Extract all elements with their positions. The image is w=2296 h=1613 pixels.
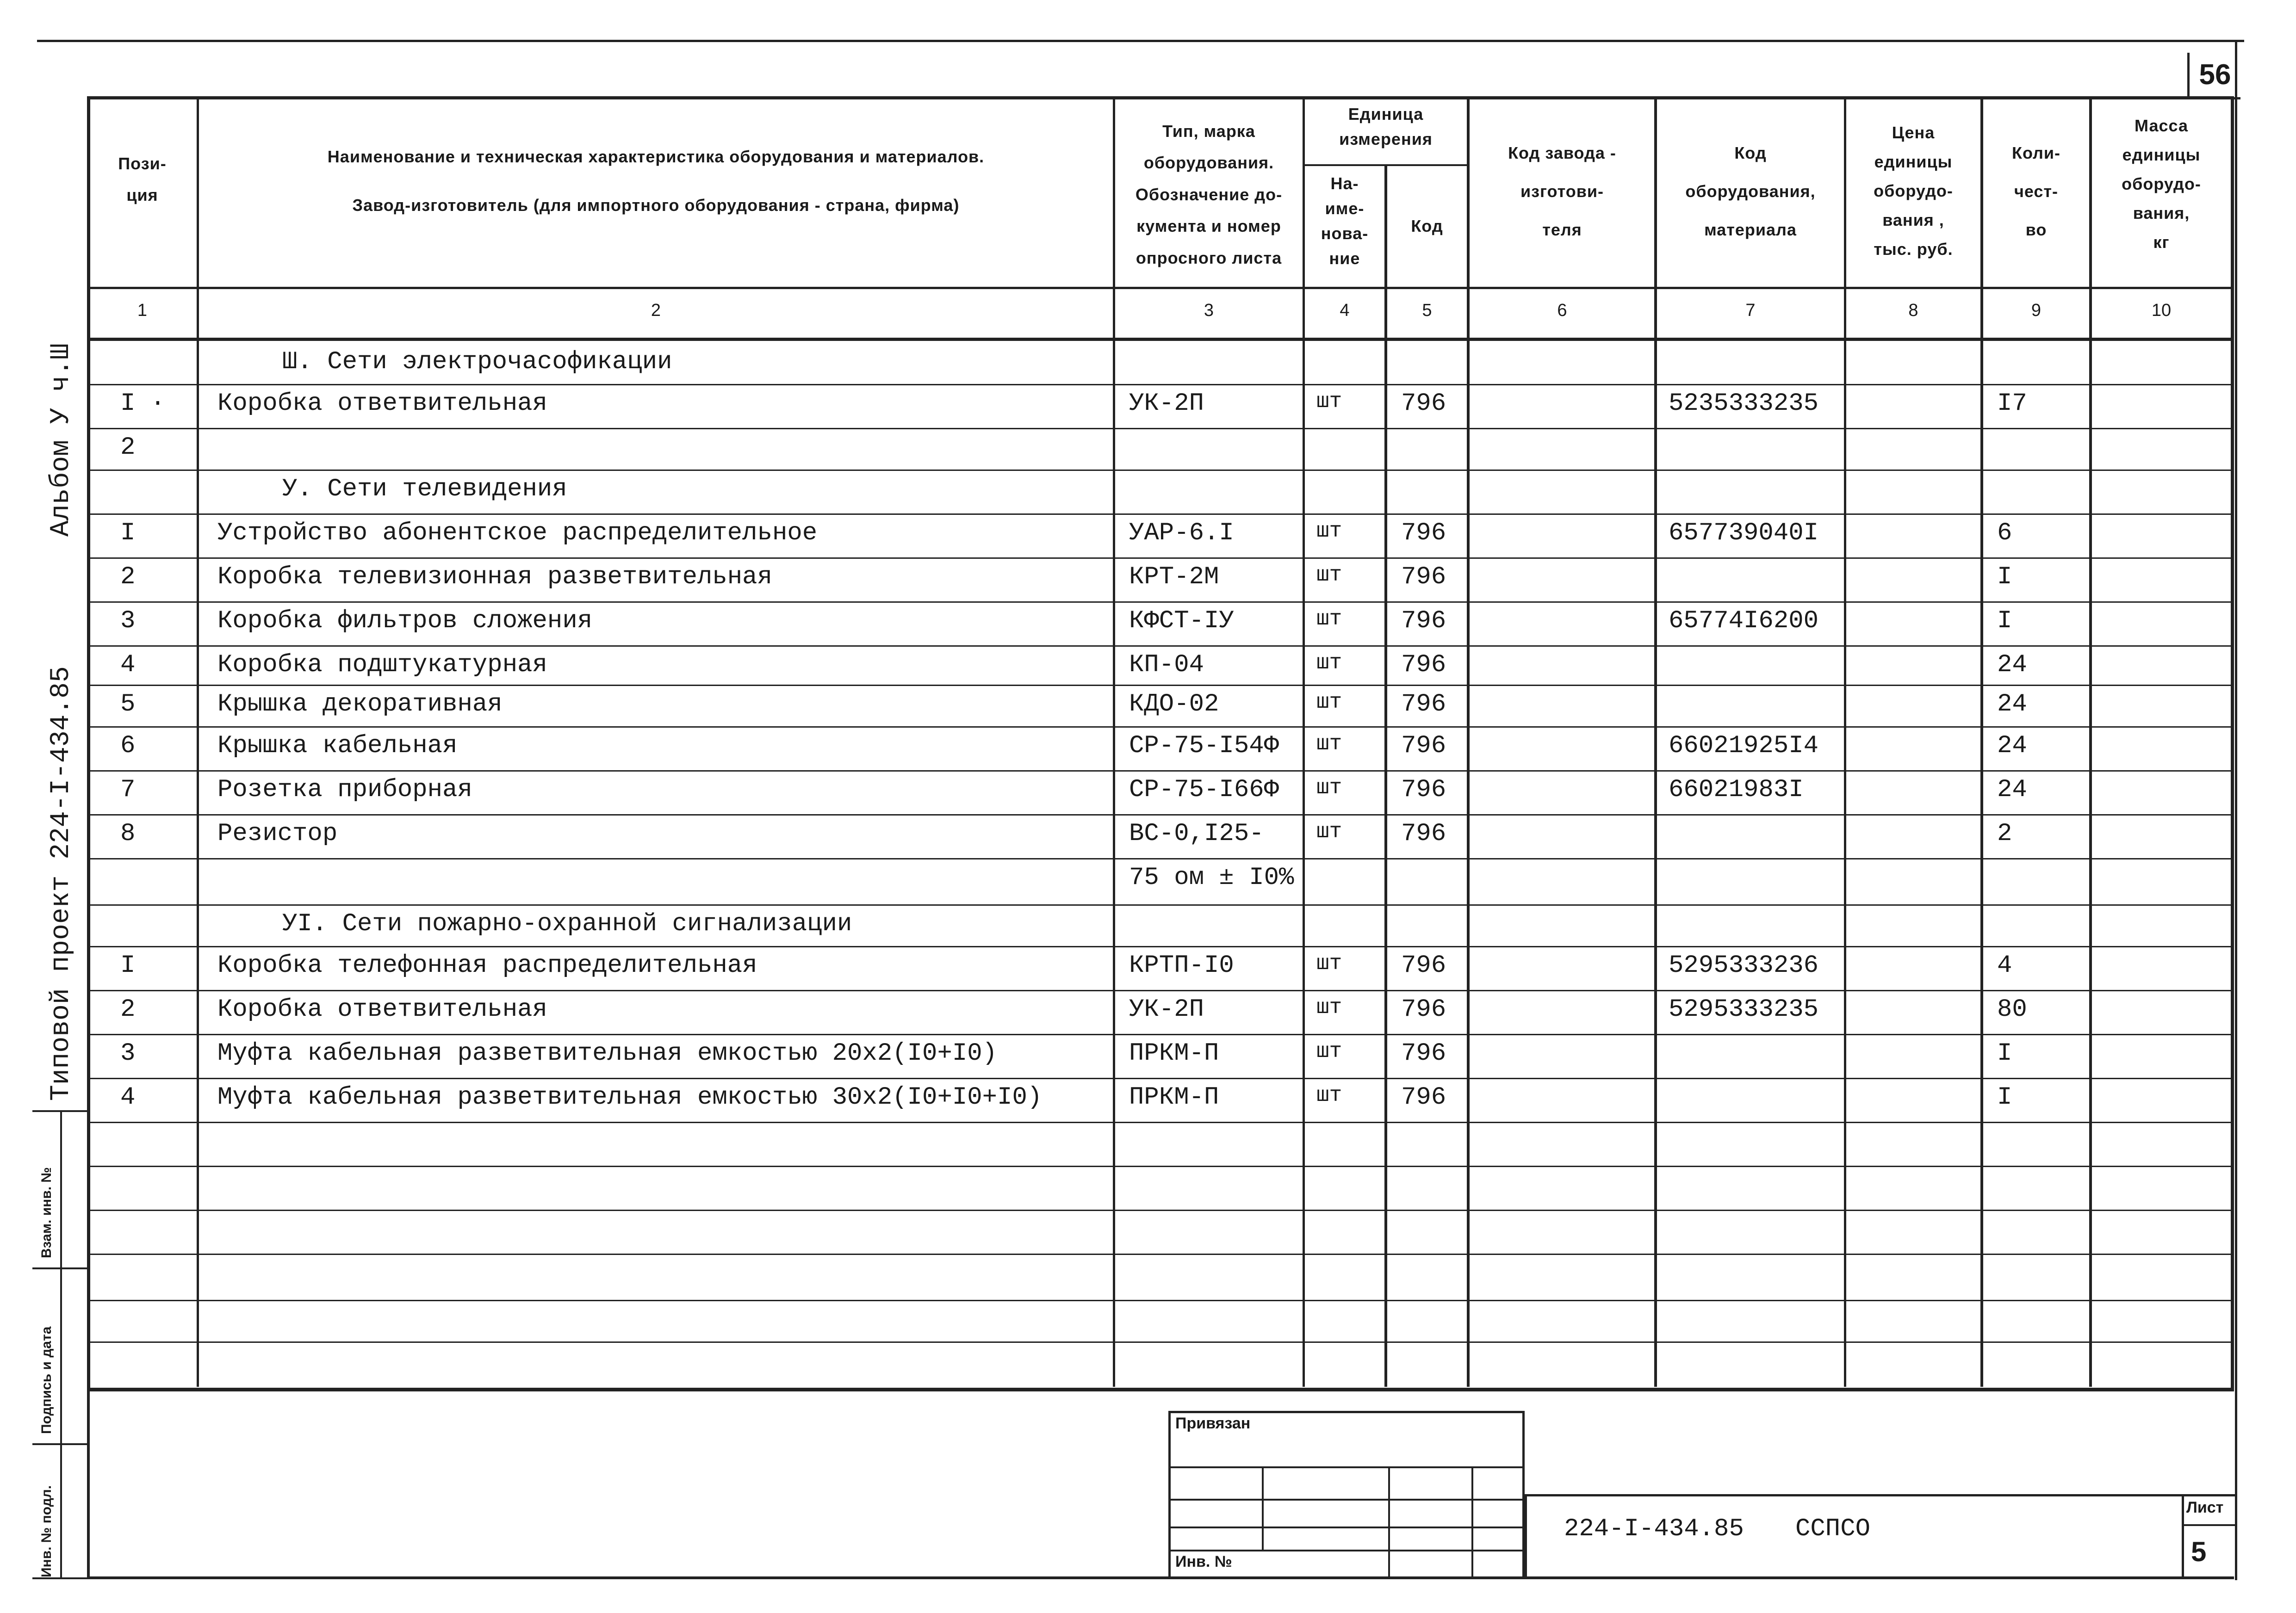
row-line: [87, 645, 2234, 647]
cell-qty: 2: [1997, 820, 2012, 848]
cell-pos: 8: [120, 820, 136, 848]
cell-unit: шт: [1316, 995, 1342, 1020]
cell-name: Коробка фильтров сложения: [217, 607, 593, 635]
cell-type: ВС-0,I25-: [1129, 820, 1264, 848]
side-margin-divider: [32, 1110, 87, 1112]
cell-type: КФСТ-IУ: [1129, 607, 1234, 635]
cell-type: УАР-6.I: [1129, 519, 1234, 547]
cell-name: Муфта кабельная разветвительная емкостью 20х2(I0+I0): [217, 1039, 998, 1068]
cell-pos: 2: [120, 563, 136, 591]
row-line: [87, 904, 2234, 906]
cell-type: КДО-02: [1129, 690, 1219, 718]
cell-unit: шт: [1316, 690, 1342, 714]
col-line: [1654, 96, 1657, 1387]
row-line: [87, 428, 2234, 429]
col-number: 1: [137, 301, 148, 320]
row-line: [87, 1210, 2234, 1211]
cell-unit: шт: [1316, 389, 1342, 414]
cell-mat: 5235333235: [1669, 389, 1819, 418]
colnum-bottom-line: [87, 338, 2234, 341]
privyazan-label: Привязан: [1175, 1415, 1251, 1432]
row-line: [87, 1034, 2234, 1035]
cell-name: Муфта кабельная разветвительная емкостью 30х2(I0+I0+I0): [217, 1083, 1043, 1112]
row-line: [87, 990, 2234, 991]
stamp-main-line: [1525, 1494, 2235, 1496]
cell-pos: 3: [120, 607, 136, 635]
cell-code: 796: [1401, 995, 1446, 1024]
right-border-line: [2235, 40, 2237, 1580]
col-line: [1467, 96, 1470, 1387]
header-price: Цена единицы оборудо- вания , тыс. руб.: [1874, 123, 1953, 259]
header-name-line1: Наименование и техническая характеристика оборудования и материалов.: [327, 147, 985, 166]
row-line: [87, 814, 2234, 816]
cell-code: 796: [1401, 563, 1446, 591]
row-line: [87, 1300, 2234, 1301]
cell-name: Коробка ответвительная: [217, 389, 547, 418]
row-line: [87, 1254, 2234, 1255]
cell-qty: I7: [1997, 389, 2027, 418]
cell-unit: шт: [1316, 1039, 1342, 1063]
col-number: 8: [1908, 301, 1918, 320]
col-line: [1303, 96, 1305, 1387]
header-material-code: Код оборудования, материала: [1685, 143, 1816, 239]
header-subline: [1303, 164, 1469, 166]
stamp-grid-line: [1388, 1466, 1390, 1577]
cell-unit: шт: [1316, 732, 1342, 756]
row-line: [87, 1166, 2234, 1167]
cell-qty: 80: [1997, 995, 2027, 1024]
cell-code: 796: [1401, 776, 1446, 804]
cell-name: Устройство абонентское распределительное: [217, 519, 818, 547]
cell-code: 796: [1401, 389, 1446, 418]
cell-pos: I: [120, 952, 136, 980]
row-line: [87, 513, 2234, 515]
cell-type: 75 ом ± I0%: [1129, 864, 1294, 892]
row-line: [87, 946, 2234, 947]
side-margin-divider: [32, 1443, 87, 1445]
cell-code: 796: [1401, 820, 1446, 848]
cell-mat: 66021925I4: [1669, 732, 1819, 760]
cell-name: У. Сети телевидения: [282, 475, 567, 503]
row-line: [87, 557, 2234, 559]
col-line: [1384, 164, 1387, 1387]
stamp-main-line: [1525, 1494, 1527, 1577]
top-border-line: [37, 40, 2244, 42]
cell-code: 796: [1401, 607, 1446, 635]
cell-pos: 3: [120, 1039, 136, 1068]
cell-unit: шт: [1316, 607, 1342, 631]
cell-code: 796: [1401, 519, 1446, 547]
col-number: 3: [1204, 301, 1214, 320]
header-unit-code: Код: [1411, 216, 1443, 235]
sheet-label: Лист: [2186, 1499, 2224, 1516]
document-code: 224-I-434.85: [1564, 1515, 1744, 1543]
cell-code: 796: [1401, 1039, 1446, 1068]
cell-code: 796: [1401, 651, 1446, 679]
cell-qty: 24: [1997, 776, 2027, 804]
cell-qty: I: [1997, 1083, 2012, 1112]
cell-code: 796: [1401, 690, 1446, 718]
vzam-label: Взам. инв. №: [39, 1167, 54, 1258]
cell-qty: I: [1997, 1039, 2012, 1068]
cell-pos: I ·: [120, 389, 166, 418]
project-label: Типовой проект 224-I-434.85: [46, 666, 76, 1101]
cell-pos: 4: [120, 651, 136, 679]
cell-unit: шт: [1316, 820, 1342, 844]
row-line: [87, 470, 2234, 471]
header-mass: Масса единицы оборудо- вания, кг: [2122, 116, 2201, 252]
cell-mat: 65774I6200: [1669, 607, 1819, 635]
cell-type: КП-04: [1129, 651, 1204, 679]
inv-podl-label: Инв. № подл.: [39, 1485, 54, 1577]
row-line: [87, 726, 2234, 728]
col-line: [2089, 96, 2092, 1387]
cell-name: Крышка декоративная: [217, 690, 503, 718]
header-unit-name: На- име- нова- ние: [1321, 174, 1369, 268]
row-line: [87, 685, 2234, 686]
cell-type: УК-2П: [1129, 389, 1204, 418]
cell-type: СР-75-I66Ф: [1129, 776, 1279, 804]
page-number: 56: [2187, 53, 2240, 99]
row-line: [87, 1341, 2234, 1343]
cell-code: 796: [1401, 952, 1446, 980]
col-number: 2: [651, 301, 661, 320]
header-position: Пози- ция: [118, 154, 167, 205]
cell-name: Резистор: [217, 820, 338, 848]
sheet-box-line: [2182, 1524, 2235, 1526]
cell-qty: 24: [1997, 690, 2027, 718]
stamp-top-line: [87, 1388, 2234, 1391]
cell-qty: 24: [1997, 732, 2027, 760]
cell-mat: 657739040I: [1669, 519, 1819, 547]
side-margin-line: [60, 1110, 62, 1578]
col-number: 7: [1745, 301, 1756, 320]
col-number: 5: [1422, 301, 1432, 320]
sheet-number: 5: [2191, 1536, 2207, 1567]
cell-name: Коробка ответвительная: [217, 995, 547, 1024]
col-number: 9: [2031, 301, 2042, 320]
stamp-grid-line: [1471, 1466, 1473, 1577]
cell-name: УI. Сети пожарно-охранной сигнализации: [282, 910, 852, 938]
side-margin-divider: [32, 1267, 87, 1269]
cell-pos: 6: [120, 732, 136, 760]
cell-qty: 24: [1997, 651, 2027, 679]
stamp-bottom-line: [87, 1576, 2234, 1579]
cell-code: 796: [1401, 1083, 1446, 1112]
cell-mat: 5295333235: [1669, 995, 1819, 1024]
cell-type: КРТП-I0: [1129, 952, 1234, 980]
header-bottom-line: [87, 287, 2234, 289]
cell-mat: 5295333236: [1669, 952, 1819, 980]
cell-name: Розетка приборная: [217, 776, 472, 804]
cell-type: СР-75-I54Ф: [1129, 732, 1279, 760]
document-mark: ССПСО: [1795, 1515, 1871, 1543]
col-line: [1844, 96, 1846, 1387]
inv-no-label: Инв. №: [1175, 1553, 1232, 1570]
stamp-grid-line: [1262, 1466, 1264, 1550]
cell-type: ПРКМ-П: [1129, 1039, 1219, 1068]
cell-qty: 4: [1997, 952, 2012, 980]
cell-pos: 5: [120, 690, 136, 718]
col-number: 6: [1557, 301, 1567, 320]
cell-qty: I: [1997, 563, 2012, 591]
col-number: 10: [2151, 301, 2172, 320]
cell-name: Коробка телефонная распределительная: [217, 952, 757, 980]
cell-unit: шт: [1316, 519, 1342, 543]
header-quantity: Коли- чест- во: [2011, 143, 2061, 239]
row-line: [87, 384, 2234, 385]
sheet-box-line: [2182, 1494, 2184, 1577]
cell-type: ПРКМ-П: [1129, 1083, 1219, 1112]
cell-mat: 66021983I: [1669, 776, 1804, 804]
cell-unit: шт: [1316, 563, 1342, 587]
header-unit-group: Единица измерения: [1339, 105, 1433, 148]
col-number: 4: [1340, 301, 1350, 320]
col-line: [197, 96, 199, 1387]
cell-code: 796: [1401, 732, 1446, 760]
cell-qty: 6: [1997, 519, 2012, 547]
cell-pos: 2: [120, 433, 136, 462]
cell-name: Коробка подштукатурная: [217, 651, 547, 679]
cell-pos: 2: [120, 995, 136, 1024]
col-line: [1113, 96, 1115, 1387]
cell-unit: шт: [1316, 1083, 1342, 1107]
header-name-line2: Завод-изготовитель (для импортного оборудования - страна, фирма): [352, 196, 960, 215]
podpis-label: Подпись и дата: [39, 1326, 54, 1434]
cell-pos: 7: [120, 776, 136, 804]
cell-unit: шт: [1316, 651, 1342, 675]
header-type: Тип, марка оборудования. Обозначение до- кумента и номер опросного листа: [1135, 122, 1283, 267]
cell-pos: I: [120, 519, 136, 547]
stamp-left-line: [87, 1388, 90, 1578]
cell-unit: шт: [1316, 776, 1342, 800]
cell-unit: шт: [1316, 952, 1342, 976]
row-line: [87, 858, 2234, 859]
cell-name: Крышка кабельная: [217, 732, 458, 760]
col-line: [1980, 96, 1983, 1387]
cell-type: УК-2П: [1129, 995, 1204, 1024]
side-margin-divider: [32, 1577, 87, 1579]
cell-name: Ш. Сети электрочасофикации: [282, 348, 672, 376]
cell-pos: 4: [120, 1083, 136, 1112]
row-line: [87, 601, 2234, 603]
cell-type: КРТ-2М: [1129, 563, 1219, 591]
header-plant-code: Код завода - изготови- теля: [1508, 143, 1616, 239]
row-line: [87, 1078, 2234, 1079]
album-label: Альбом У ч.Ш: [46, 343, 76, 537]
row-line: [87, 1122, 2234, 1123]
cell-qty: I: [1997, 607, 2012, 635]
cell-name: Коробка телевизионная разветвительная: [217, 563, 772, 591]
row-line: [87, 770, 2234, 772]
